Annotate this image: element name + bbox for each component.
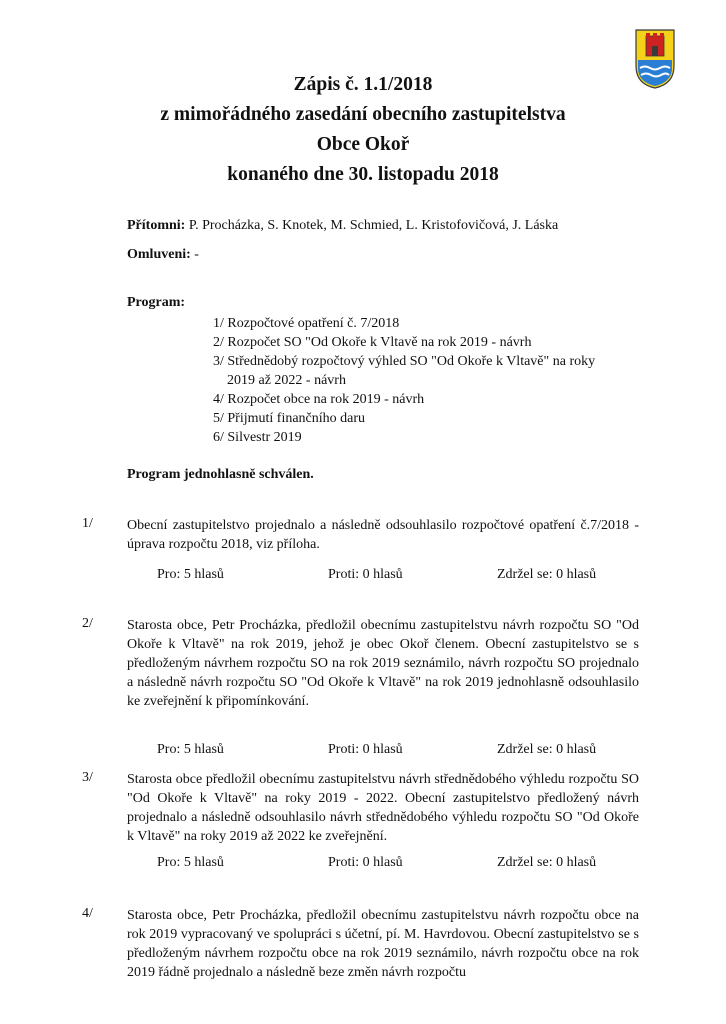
- votes-against: Proti: 0 hlasů: [328, 567, 403, 582]
- resolution-number: 1/: [82, 516, 93, 531]
- votes-against: Proti: 0 hlasů: [328, 742, 403, 757]
- votes-for: Pro: 5 hlasů: [157, 567, 224, 582]
- votes-abstained: Zdržel se: 0 hlasů: [497, 567, 597, 582]
- present-row: [127, 218, 558, 234]
- program-item: 6/ Silvestr 2019: [213, 430, 302, 445]
- resolution-text: Starosta obce, Petr Procházka, předložil obecnímu zastupitelstvu návrh rozpočtu obce na rok 2019 vypracovaný ve spolupráci s účetní, pí. M. Havrdovou. Obecní zastupitelstvo se s předloženým návrhem rozpočtu obce na rok 2019 seznámilo, návrh rozpočtu obce na rok 2019 řádně projednalo a následně beze změn návrh rozpočtu: [127, 908, 639, 980]
- resolution-text: Obecní zastupitelstvo projednalo a následně odsouhlasilo rozpočtové opatření č.7/2018 - úprava rozpočtu 2018, viz příloha.: [127, 518, 639, 552]
- program-item: 3/ Střednědobý rozpočtový výhled SO "Od Okoře k Vltavě" na roky 2019 až 2022 - návrh: [213, 354, 596, 388]
- program-label: Program:: [127, 295, 186, 310]
- program-item: 5/ Přijmutí finančního daru: [213, 411, 366, 426]
- title-line: Obce Okoř: [316, 134, 410, 155]
- vote-row: [0, 855, 726, 873]
- document-title: [0, 70, 726, 190]
- excused-row: [127, 247, 199, 263]
- resolution-number: 2/: [82, 616, 93, 631]
- program-item: 2/ Rozpočet SO "Od Okoře k Vltavě na rok 2019 - návrh: [213, 335, 532, 350]
- program-list: [213, 314, 643, 447]
- votes-abstained: Zdržel se: 0 hlasů: [497, 855, 597, 870]
- resolution-text: Starosta obce, Petr Procházka, předložil obecnímu zastupitelstvu návrh rozpočtu SO "Od Okoře k Vltavě" na rok 2019, jehož je obec Okoř členem. Obecní zastupitelstvo se s předloženým návrhem rozpočtu SO na rok 2019 seznámilo, návrh rozpočtu SO projednalo a následně návrh rozpočtu SO "Od Okoře k Vltavě" na rok 2019 jednohlasně odsouhlasilo ke zveřejnění k připomínkování.: [127, 618, 639, 709]
- excused-label: Omluveni:: [127, 247, 191, 262]
- votes-abstained: Zdržel se: 0 hlasů: [497, 742, 597, 757]
- votes-for: Pro: 5 hlasů: [157, 855, 224, 870]
- program-item: 4/ Rozpočet obce na rok 2019 - návrh: [213, 392, 425, 407]
- vote-row: [0, 742, 726, 760]
- votes-for: Pro: 5 hlasů: [157, 742, 224, 757]
- title-line: Zápis č. 1.1/2018: [293, 74, 433, 95]
- resolution-text: Starosta obce předložil obecnímu zastupitelstvu návrh střednědobého výhledu rozpočtu SO "Od Okoře k Vltavě" na roky 2019 - 2022. Obecní zastupitelstvo předložený návrh projednalo a následně odsouhlasilo návrh střednědobého výhledu rozpočtu SO "Od Okoře k Vltavě" na roky 2019 až 2022 ke zveřejnění.: [127, 772, 639, 844]
- present-value: P. Procházka, S. Knotek, M. Schmied, L. Kristofovičová, J. Láska: [188, 218, 559, 233]
- resolution-number: 4/: [82, 906, 93, 921]
- title-line: z mimořádného zasedání obecního zastupitelstva: [160, 104, 566, 125]
- title-line: konaného dne 30. listopadu 2018: [227, 164, 499, 185]
- votes-against: Proti: 0 hlasů: [328, 855, 403, 870]
- program-item: 1/ Rozpočtové opatření č. 7/2018: [213, 316, 400, 331]
- vote-row: [0, 567, 726, 585]
- excused-value: -: [194, 247, 199, 262]
- resolution-number: 3/: [82, 770, 93, 785]
- present-label: Přítomni:: [127, 218, 186, 233]
- program-approved: Program jednohlasně schválen.: [127, 467, 314, 482]
